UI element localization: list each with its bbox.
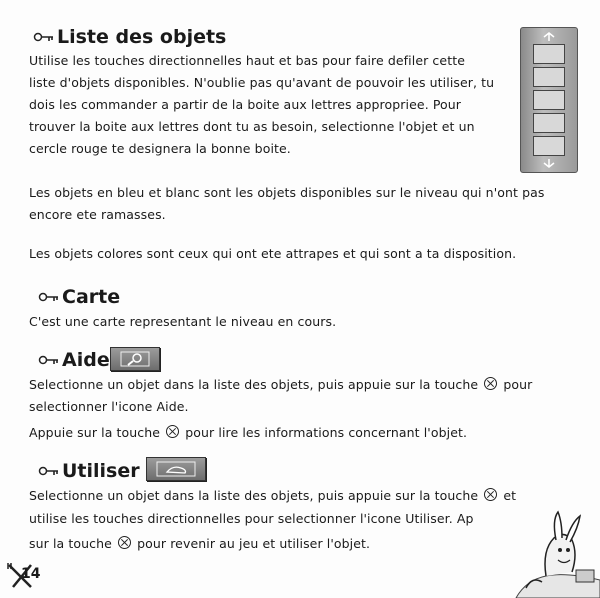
liste-line-3: dois les commander a partir de la boite aux lettres appropriee. Pour xyxy=(29,97,462,112)
key-icon xyxy=(33,30,55,44)
cross-button-icon xyxy=(484,377,497,390)
use-icon-button xyxy=(146,457,206,481)
help-icon-button xyxy=(110,347,160,371)
section-title: Carte xyxy=(62,286,121,308)
utiliser-text: sur la touche xyxy=(29,536,112,551)
liste-para2-line-2: encore ete ramasses. xyxy=(29,207,166,222)
aide-line-2: selectionner l'icone Aide. xyxy=(29,399,189,414)
liste-para2-line-1: Les objets en bleu et blanc sont les objets disponibles sur le niveau qui n'ont pas xyxy=(29,185,545,200)
liste-line-4: trouver la boite aux lettres dont tu as besoin, selectionne l'objet et un xyxy=(29,119,475,134)
utiliser-line-3 xyxy=(29,533,370,555)
hand-icon xyxy=(147,458,205,480)
section-title: Aide xyxy=(62,349,110,371)
section-title: Utiliser xyxy=(62,460,140,482)
carte-line: C'est une carte representant le niveau en cours. xyxy=(29,314,337,329)
utiliser-line-1 xyxy=(29,485,516,507)
aide-text: Selectionne un objet dans la liste des objets, puis appuie sur la touche xyxy=(29,377,479,392)
liste-para3: Les objets colores sont ceux qui ont ete attrapes et qui sont a ta disposition. xyxy=(29,246,517,261)
object-list-panel xyxy=(520,27,578,173)
key-icon xyxy=(38,290,60,304)
object-slot-2 xyxy=(533,67,565,87)
key-icon xyxy=(38,464,60,478)
aide-text: pour lire les informations concernant l'objet. xyxy=(185,425,468,440)
section-title: Liste des objets xyxy=(57,26,227,48)
utiliser-text: Selectionne un objet dans la liste des objets, puis appuie sur la touche xyxy=(29,488,479,503)
heading-carte xyxy=(38,286,120,308)
aide-line-3 xyxy=(29,422,467,444)
object-slot-5 xyxy=(533,136,565,156)
aide-line-1 xyxy=(29,374,532,396)
bunny-character-illustration xyxy=(506,510,600,598)
liste-line-5: cercle rouge te designera la bonne boite. xyxy=(29,141,291,156)
page-number xyxy=(5,561,40,591)
cross-button-icon xyxy=(118,536,131,549)
aide-text: pour xyxy=(503,377,533,392)
liste-line-2: liste d'objets disponibles. N'oublie pas qu'avant de pouvoir les utiliser, tu xyxy=(29,75,495,90)
utiliser-text: pour revenir au jeu et utiliser l'objet. xyxy=(137,536,371,551)
aide-text: Appuie sur la touche xyxy=(29,425,161,440)
heading-utiliser xyxy=(38,460,140,482)
arrow-down-icon xyxy=(542,158,556,168)
page-number-text: 14 xyxy=(21,566,41,582)
key-icon xyxy=(38,353,60,367)
magnifier-icon xyxy=(111,348,159,370)
arrow-up-icon xyxy=(542,32,556,42)
heading-liste-des-objets xyxy=(33,26,226,48)
cross-button-icon xyxy=(166,425,179,438)
utiliser-text: et xyxy=(503,488,517,503)
utiliser-line-2: utilise les touches directionnelles pour selectionner l'icone Utiliser. Ap xyxy=(29,511,474,526)
object-slot-3 xyxy=(533,90,565,110)
liste-line-1: Utilise les touches directionnelles haut et bas pour faire defiler cette xyxy=(29,53,465,68)
heading-aide xyxy=(38,349,110,371)
object-slot-4 xyxy=(533,113,565,133)
cross-button-icon xyxy=(484,488,497,501)
object-slot-1 xyxy=(533,44,565,64)
